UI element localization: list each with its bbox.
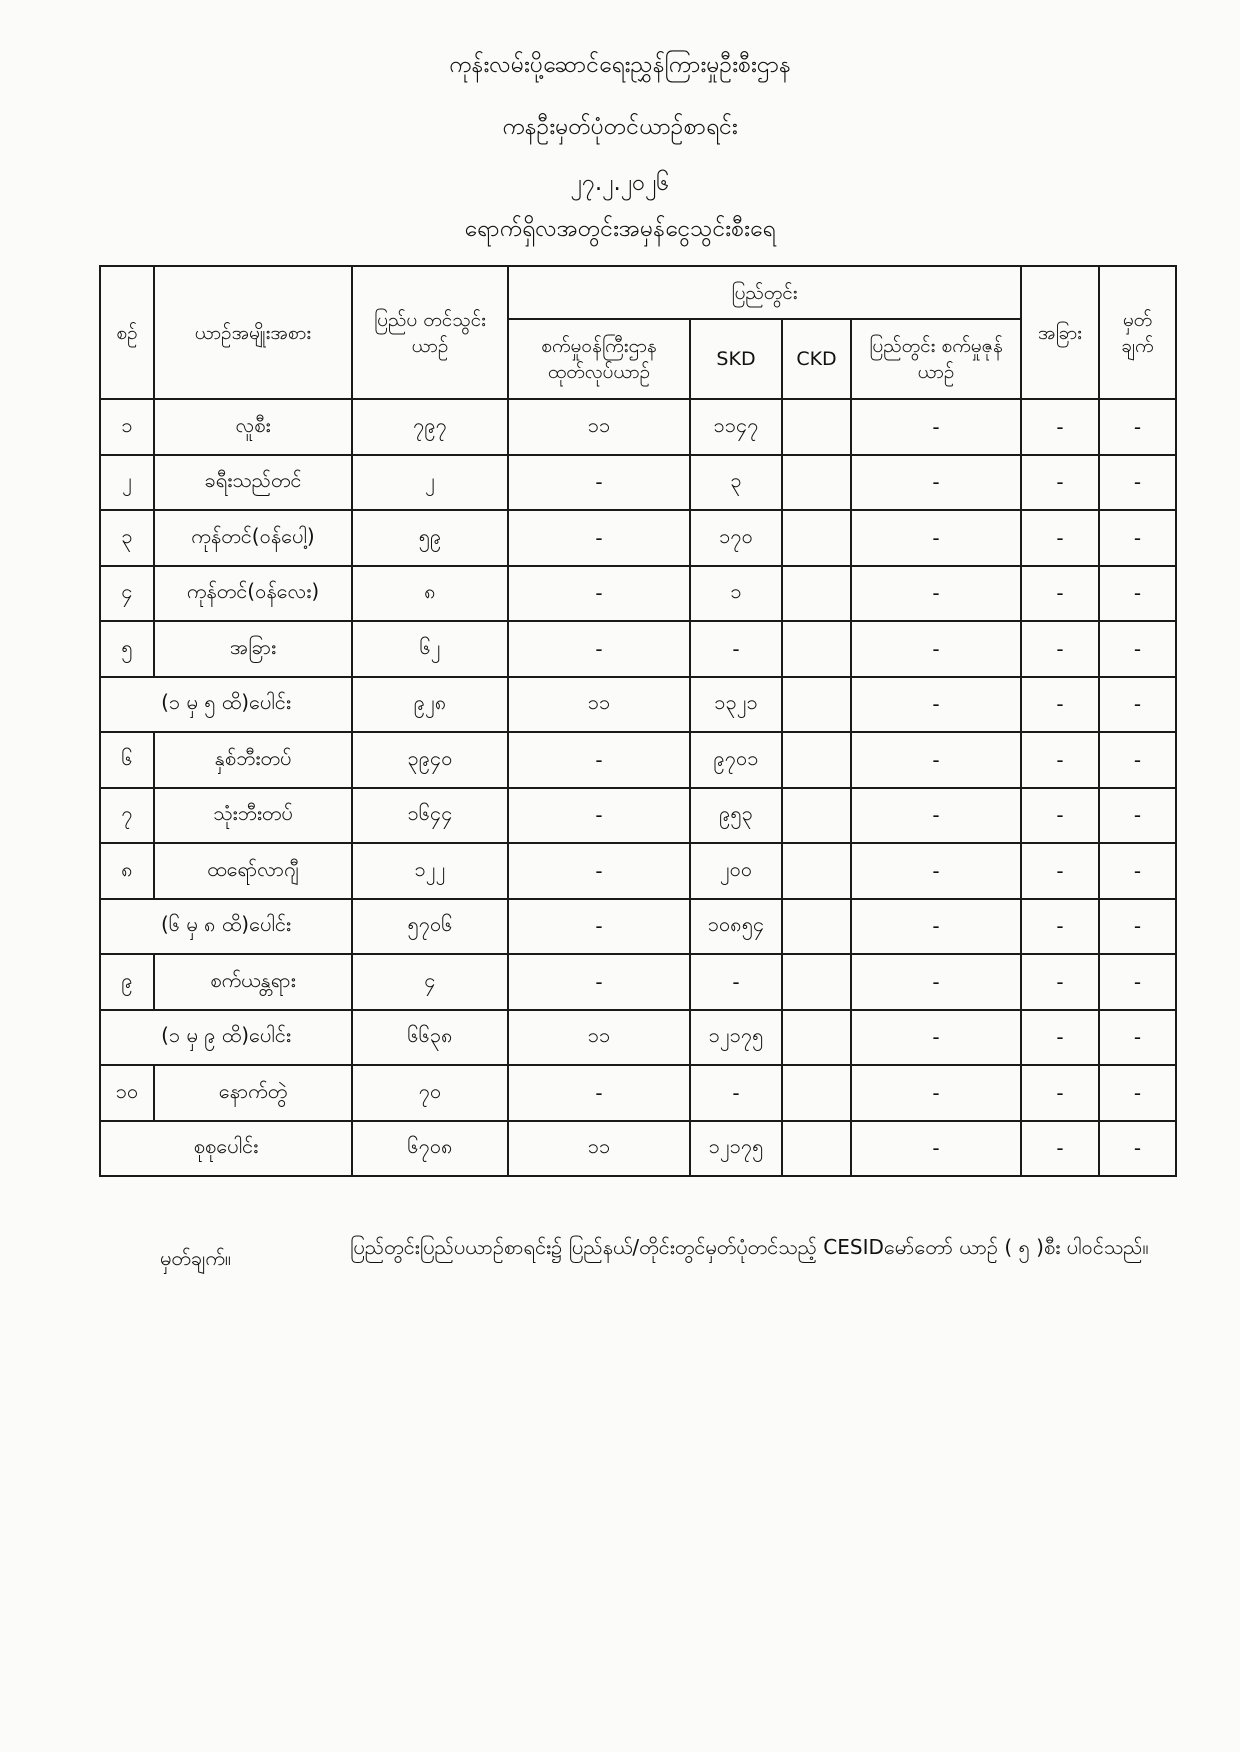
other-count: - bbox=[1021, 788, 1099, 844]
col-header-domestic-factory: ပြည်တွင်း စက်မှုဇုန်ယာဉ် bbox=[851, 319, 1021, 399]
domestic-factory-count: - bbox=[851, 455, 1021, 511]
domestic-factory-count: - bbox=[851, 732, 1021, 788]
other-count: - bbox=[1021, 899, 1099, 955]
remarks: - bbox=[1099, 732, 1176, 788]
ckd-count bbox=[782, 455, 851, 511]
vehicle-type: ကုန်တင်(ဝန်ပေါ့) bbox=[154, 510, 352, 566]
domestic-factory-count: - bbox=[851, 788, 1021, 844]
ckd-count bbox=[782, 843, 851, 899]
import-count: ၇၉၇ bbox=[352, 399, 508, 455]
row-label: (၆ မှ ၈ ထိ)ပေါင်း bbox=[100, 899, 352, 955]
skd-count: - bbox=[690, 621, 782, 677]
document-subtitle: ရောက်ရှိလအတွင်းအမှန်ငွေသွင်းစီးရေ bbox=[464, 216, 776, 242]
factory-count: - bbox=[508, 899, 690, 955]
other-count: - bbox=[1021, 954, 1099, 1010]
remarks: - bbox=[1099, 566, 1176, 622]
table-row bbox=[100, 732, 1176, 788]
ckd-count bbox=[782, 954, 851, 1010]
factory-count: ၁၁ bbox=[508, 399, 690, 455]
registration-table bbox=[99, 265, 1177, 1177]
factory-count: - bbox=[508, 621, 690, 677]
row-number: ၂ bbox=[100, 455, 154, 511]
factory-count: - bbox=[508, 788, 690, 844]
col-header-other: အခြား bbox=[1021, 266, 1099, 399]
skd-count: ၁၁၄၇ bbox=[690, 399, 782, 455]
subtotal-row bbox=[100, 677, 1176, 733]
other-count: - bbox=[1021, 1121, 1099, 1177]
domestic-factory-count: - bbox=[851, 1121, 1021, 1177]
remarks: - bbox=[1099, 510, 1176, 566]
factory-count: - bbox=[508, 1065, 690, 1121]
remarks: - bbox=[1099, 1010, 1176, 1066]
ckd-count bbox=[782, 566, 851, 622]
skd-count: ၉၇၀၁ bbox=[690, 732, 782, 788]
row-number: ၃ bbox=[100, 510, 154, 566]
import-count: ၄ bbox=[352, 954, 508, 1010]
import-count: ၅၉ bbox=[352, 510, 508, 566]
department-title: ကုန်းလမ်းပို့ဆောင်ရေးညွှန်ကြားမှုဦးစီးဌာန bbox=[449, 52, 791, 78]
vehicle-type: နှစ်ဘီးတပ် bbox=[154, 732, 352, 788]
import-count: ၆၆၃၈ bbox=[352, 1010, 508, 1066]
row-number: ၁ bbox=[100, 399, 154, 455]
ckd-count bbox=[782, 1065, 851, 1121]
domestic-factory-count: - bbox=[851, 677, 1021, 733]
factory-count: - bbox=[508, 732, 690, 788]
col-header-import: ပြည်ပ တင်သွင်းယာဉ် bbox=[352, 266, 508, 399]
table-row bbox=[100, 788, 1176, 844]
remarks: - bbox=[1099, 677, 1176, 733]
vehicle-type: ကုန်တင်(ဝန်လေး) bbox=[154, 566, 352, 622]
table-row bbox=[100, 566, 1176, 622]
other-count: - bbox=[1021, 399, 1099, 455]
row-number: ၆ bbox=[100, 732, 154, 788]
domestic-factory-count: - bbox=[851, 621, 1021, 677]
import-count: ၁၂၂ bbox=[352, 843, 508, 899]
domestic-factory-count: - bbox=[851, 1010, 1021, 1066]
other-count: - bbox=[1021, 566, 1099, 622]
ckd-count bbox=[782, 621, 851, 677]
vehicle-type: နောက်တွဲ bbox=[154, 1065, 352, 1121]
import-count: ၆၇၀၈ bbox=[352, 1121, 508, 1177]
row-number: ၉ bbox=[100, 954, 154, 1010]
remarks: - bbox=[1099, 1121, 1176, 1177]
domestic-factory-count: - bbox=[851, 899, 1021, 955]
col-header-remarks: မှတ် ချက် bbox=[1099, 266, 1176, 399]
document-date: ၂၇.၂.၂၀၂၆ bbox=[570, 170, 670, 196]
skd-count: - bbox=[690, 1065, 782, 1121]
subtotal-row bbox=[100, 899, 1176, 955]
table-row bbox=[100, 510, 1176, 566]
factory-count: ၁၁ bbox=[508, 1010, 690, 1066]
table-row bbox=[100, 843, 1176, 899]
factory-count: ၁၁ bbox=[508, 677, 690, 733]
row-label: (၁ မှ ၅ ထိ)ပေါင်း bbox=[100, 677, 352, 733]
row-number: ၈ bbox=[100, 843, 154, 899]
other-count: - bbox=[1021, 677, 1099, 733]
other-count: - bbox=[1021, 621, 1099, 677]
factory-count: - bbox=[508, 510, 690, 566]
import-count: ၅၇၀၆ bbox=[352, 899, 508, 955]
table-row bbox=[100, 621, 1176, 677]
import-count: ၉၂၈ bbox=[352, 677, 508, 733]
row-number: ၄ bbox=[100, 566, 154, 622]
remarks: - bbox=[1099, 788, 1176, 844]
vehicle-type: အခြား bbox=[154, 621, 352, 677]
factory-count: ၁၁ bbox=[508, 1121, 690, 1177]
ckd-count bbox=[782, 399, 851, 455]
col-header-vehicle-type: ယာဉ်အမျိုးအစား bbox=[154, 266, 352, 399]
remarks: - bbox=[1099, 455, 1176, 511]
factory-count: - bbox=[508, 843, 690, 899]
skd-count: ၁၂၁၇၅ bbox=[690, 1010, 782, 1066]
ckd-count bbox=[782, 899, 851, 955]
skd-count: ၁၇၀ bbox=[690, 510, 782, 566]
vehicle-type: စက်ယန္တရား bbox=[154, 954, 352, 1010]
skd-count: ၉၅၃ bbox=[690, 788, 782, 844]
table-row bbox=[100, 399, 1176, 455]
table-row bbox=[100, 1065, 1176, 1121]
document-title: ကနဦးမှတ်ပုံတင်ယာဉ်စာရင်း bbox=[502, 114, 738, 140]
col-header-factory-made: စက်မှုဝန်ကြီးဌာန ထုတ်လုပ်ယာဉ် bbox=[508, 319, 690, 399]
remarks: - bbox=[1099, 899, 1176, 955]
factory-count: - bbox=[508, 954, 690, 1010]
other-count: - bbox=[1021, 843, 1099, 899]
factory-count: - bbox=[508, 566, 690, 622]
remarks: - bbox=[1099, 621, 1176, 677]
import-count: ၁၆၄၄ bbox=[352, 788, 508, 844]
vehicle-type: သုံးဘီးတပ် bbox=[154, 788, 352, 844]
remarks: - bbox=[1099, 399, 1176, 455]
import-count: ၆၂ bbox=[352, 621, 508, 677]
ckd-count bbox=[782, 788, 851, 844]
vehicle-type: ခရီးသည်တင် bbox=[154, 455, 352, 511]
remarks: - bbox=[1099, 843, 1176, 899]
table-body bbox=[100, 399, 1176, 1176]
table-row bbox=[100, 954, 1176, 1010]
skd-count: ၁ bbox=[690, 566, 782, 622]
table-row bbox=[100, 455, 1176, 511]
col-header-no: စဉ် bbox=[100, 266, 154, 399]
other-count: - bbox=[1021, 1010, 1099, 1066]
other-count: - bbox=[1021, 732, 1099, 788]
note-text: ပြည်တွင်းပြည်ပယာဉ်စာရင်း၌ ပြည်နယ်/တိုင်းတွင်မှတ်ပုံတင်သည့် CESIDမော်တော် ယာဉ် ( ၅ )စီး ပါဝင်သည်။ bbox=[350, 1235, 1149, 1259]
domestic-factory-count: - bbox=[851, 1065, 1021, 1121]
domestic-factory-count: - bbox=[851, 843, 1021, 899]
import-count: ၃၉၄၀ bbox=[352, 732, 508, 788]
domestic-factory-count: - bbox=[851, 566, 1021, 622]
subtotal-row bbox=[100, 1010, 1176, 1066]
vehicle-type: ထရော်လာဂျီ bbox=[154, 843, 352, 899]
row-number: ၁၀ bbox=[100, 1065, 154, 1121]
ckd-count bbox=[782, 1010, 851, 1066]
other-count: - bbox=[1021, 510, 1099, 566]
import-count: ၇၀ bbox=[352, 1065, 508, 1121]
col-header-skd: SKD bbox=[690, 319, 782, 399]
note-label: မှတ်ချက်။ bbox=[160, 1246, 231, 1270]
skd-count: ၁၃၂၁ bbox=[690, 677, 782, 733]
skd-count: ၂၀၀ bbox=[690, 843, 782, 899]
domestic-factory-count: - bbox=[851, 510, 1021, 566]
row-label: (၁ မှ ၉ ထိ)ပေါင်း bbox=[100, 1010, 352, 1066]
col-header-ckd: CKD bbox=[782, 319, 851, 399]
domestic-factory-count: - bbox=[851, 954, 1021, 1010]
ckd-count bbox=[782, 677, 851, 733]
other-count: - bbox=[1021, 455, 1099, 511]
domestic-factory-count: - bbox=[851, 399, 1021, 455]
col-header-domestic-group: ပြည်တွင်း bbox=[508, 266, 1021, 319]
row-number: ၇ bbox=[100, 788, 154, 844]
ckd-count bbox=[782, 510, 851, 566]
ckd-count bbox=[782, 1121, 851, 1177]
skd-count: ၁၂၁၇၅ bbox=[690, 1121, 782, 1177]
other-count: - bbox=[1021, 1065, 1099, 1121]
import-count: ၈ bbox=[352, 566, 508, 622]
row-label: စုစုပေါင်း bbox=[100, 1121, 352, 1177]
skd-count: ၁၀၈၅၄ bbox=[690, 899, 782, 955]
remarks: - bbox=[1099, 954, 1176, 1010]
row-number: ၅ bbox=[100, 621, 154, 677]
vehicle-type: လူစီး bbox=[154, 399, 352, 455]
ckd-count bbox=[782, 732, 851, 788]
skd-count: - bbox=[690, 954, 782, 1010]
factory-count: - bbox=[508, 455, 690, 511]
subtotal-row bbox=[100, 1121, 1176, 1177]
remarks: - bbox=[1099, 1065, 1176, 1121]
import-count: ၂ bbox=[352, 455, 508, 511]
skd-count: ၃ bbox=[690, 455, 782, 511]
